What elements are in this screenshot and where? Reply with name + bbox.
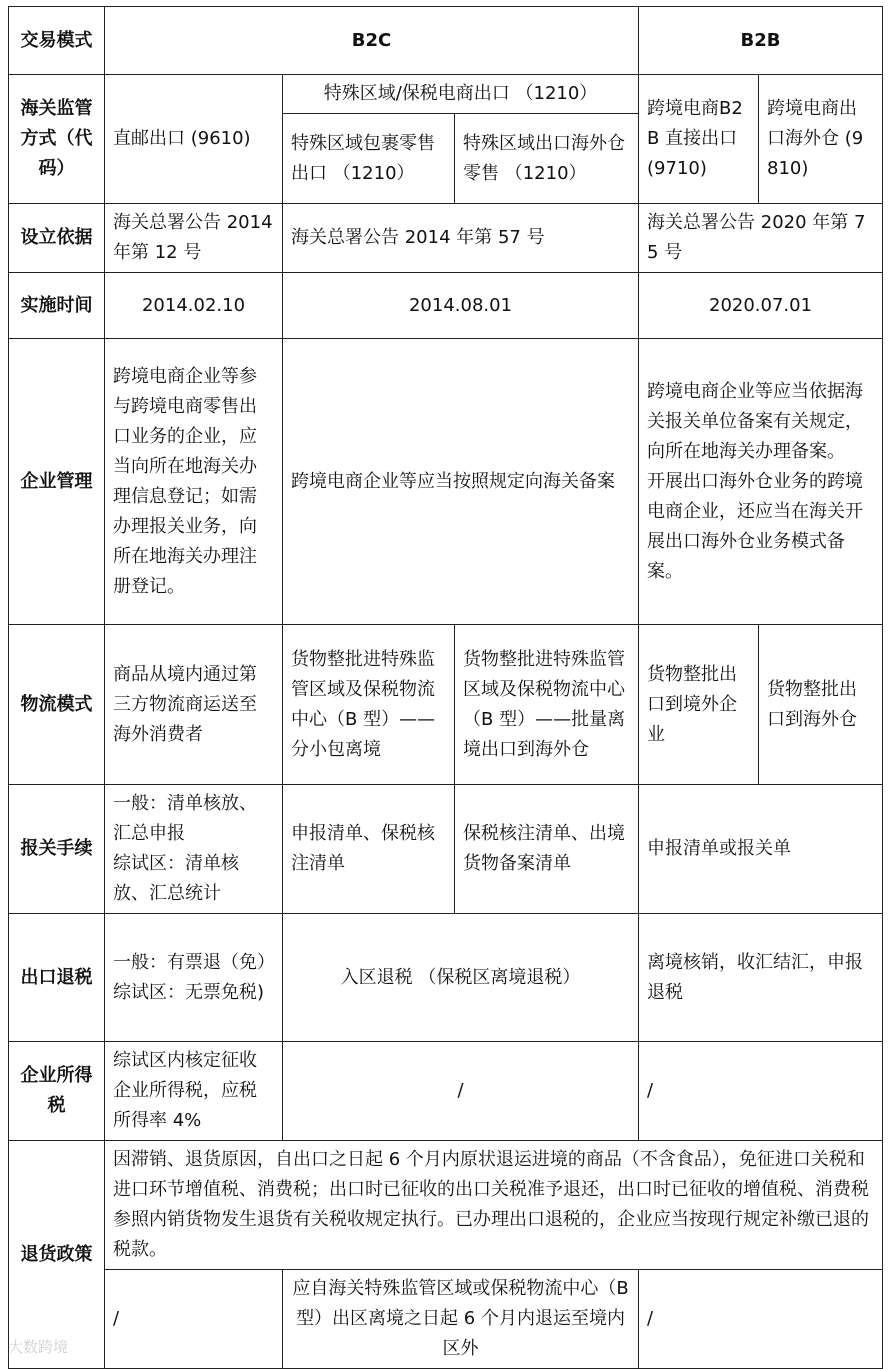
customs-col2: 申报清单、保税核注清单 [283,785,455,914]
supervision-label: 海关监管方式（代码） [9,75,105,204]
logistics-row [9,625,883,785]
basis-col2: 海关总署公告 2014 年第 57 号 [283,204,639,273]
b2c-header: B2C [105,7,639,75]
watermark: 大数跨境 [8,1338,69,1356]
date-label: 实施时间 [9,273,105,339]
income-tax-row [9,1042,883,1141]
direct-mail-cell: 直邮出口 (9610) [105,75,283,204]
basis-col1: 海关总署公告 2014 年第 12 号 [105,204,283,273]
customs-col3: 保税核注清单、出境货物备案清单 [455,785,639,914]
bonded-group-cell: 特殊区域/保税电商出口 （1210） [283,75,639,114]
logistics-col2: 货物整批进特殊监管区域及保税物流中心（B 型）——分小包离境 [283,625,455,785]
b2b-warehouse-cell: 跨境电商出口海外仓 (9810) [759,75,883,204]
date-row [9,273,883,339]
customs-row [9,785,883,914]
mode-header: 交易模式 [9,7,105,75]
returns-subrow [9,1270,883,1369]
customs-label: 报关手续 [9,785,105,914]
enterprise-col3 [639,339,883,625]
logistics-col4: 货物整批出口到境外企业 [639,625,759,785]
rebate-col1 [105,914,283,1042]
basis-col3: 海关总署公告 2020 年第 75 号 [639,204,883,273]
rebate-row [9,914,883,1042]
returns-col2: 应自海关特殊监管区域或保税物流中心（B 型）出区离境之日起 6 个月内退运至境内区外 [283,1270,639,1369]
date-col3: 2020.07.01 [639,273,883,339]
bonded-overseas-cell: 特殊区域出口海外仓零售 （1210） [455,114,639,204]
logistics-col1: 商品从境内通过第三方物流商运送至海外消费者 [105,625,283,785]
supervision-row [9,75,883,114]
logistics-col3: 货物整批进特殊监管区域及保税物流中心（B 型）——批量离境出口到海外仓 [455,625,639,785]
income-tax-col2: / [283,1042,639,1141]
returns-col1: / [105,1270,283,1369]
rebate-label: 出口退税 [9,914,105,1042]
customs-col1 [105,785,283,914]
income-tax-col3: / [639,1042,883,1141]
returns-row [9,1141,883,1270]
date-col2: 2014.08.01 [283,273,639,339]
enterprise-row [9,339,883,625]
returns-top: 因滞销、退货原因，自出口之日起 6 个月内原状退运进境的商品（不含食品），免征进口关税和进口环节增值税、消费税；出口时已征收的出口关税准予退还，出口时已征收的增值税、消费税参照内销货物发生退货有关税收规定执行。已办理出口退税的，企业应当按现行规定补缴已退的税款。 [105,1141,883,1270]
logistics-label: 物流模式 [9,625,105,785]
comparison-table [8,6,883,1369]
rebate-col1-general: 一般：有票退（免） [113,951,275,973]
rebate-col3: 离境核销，收汇结汇，申报退税 [639,914,883,1042]
enterprise-col1: 跨境电商企业等参与跨境电商零售出口业务的企业，应当向所在地海关办理信息登记；如需办理报关业务，向所在地海关办理注册登记。 [105,339,283,625]
returns-col3: / [639,1270,883,1369]
rebate-col2: 入区退税 （保税区离境退税） [283,914,639,1042]
enterprise-label: 企业管理 [9,339,105,625]
income-tax-col1: 综试区内核定征收企业所得税，应税所得率 4% [105,1042,283,1141]
enterprise-col3-para2: 开展出口海外仓业务的跨境电商企业，还应当在海关开展出口海外仓业务模式备案。 [647,470,864,582]
bonded-parcel-cell: 特殊区域包裹零售出口 （1210） [283,114,455,204]
returns-label: 退货政策 [9,1141,105,1369]
customs-col1-general: 一般：清单核放、汇总申报 [113,793,257,844]
b2b-header: B2B [639,7,883,75]
customs-col4: 申报清单或报关单 [639,785,883,914]
b2b-direct-cell: 跨境电商B2B 直接出口 (9710) [639,75,759,204]
basis-row [9,204,883,273]
income-tax-label: 企业所得税 [9,1042,105,1141]
header-row [9,7,883,75]
rebate-col1-zone: 综试区：无票免税) [113,981,265,1003]
enterprise-col2: 跨境电商企业等应当按照规定向海关备案 [283,339,639,625]
basis-label: 设立依据 [9,204,105,273]
date-col1: 2014.02.10 [105,273,283,339]
logistics-col5: 货物整批出口到海外仓 [759,625,883,785]
customs-col1-zone: 综试区：清单核放、汇总统计 [113,853,239,904]
enterprise-col3-para1: 跨境电商企业等应当依据海关报关单位备案有关规定，向所在地海关办理备案。 [647,380,864,462]
